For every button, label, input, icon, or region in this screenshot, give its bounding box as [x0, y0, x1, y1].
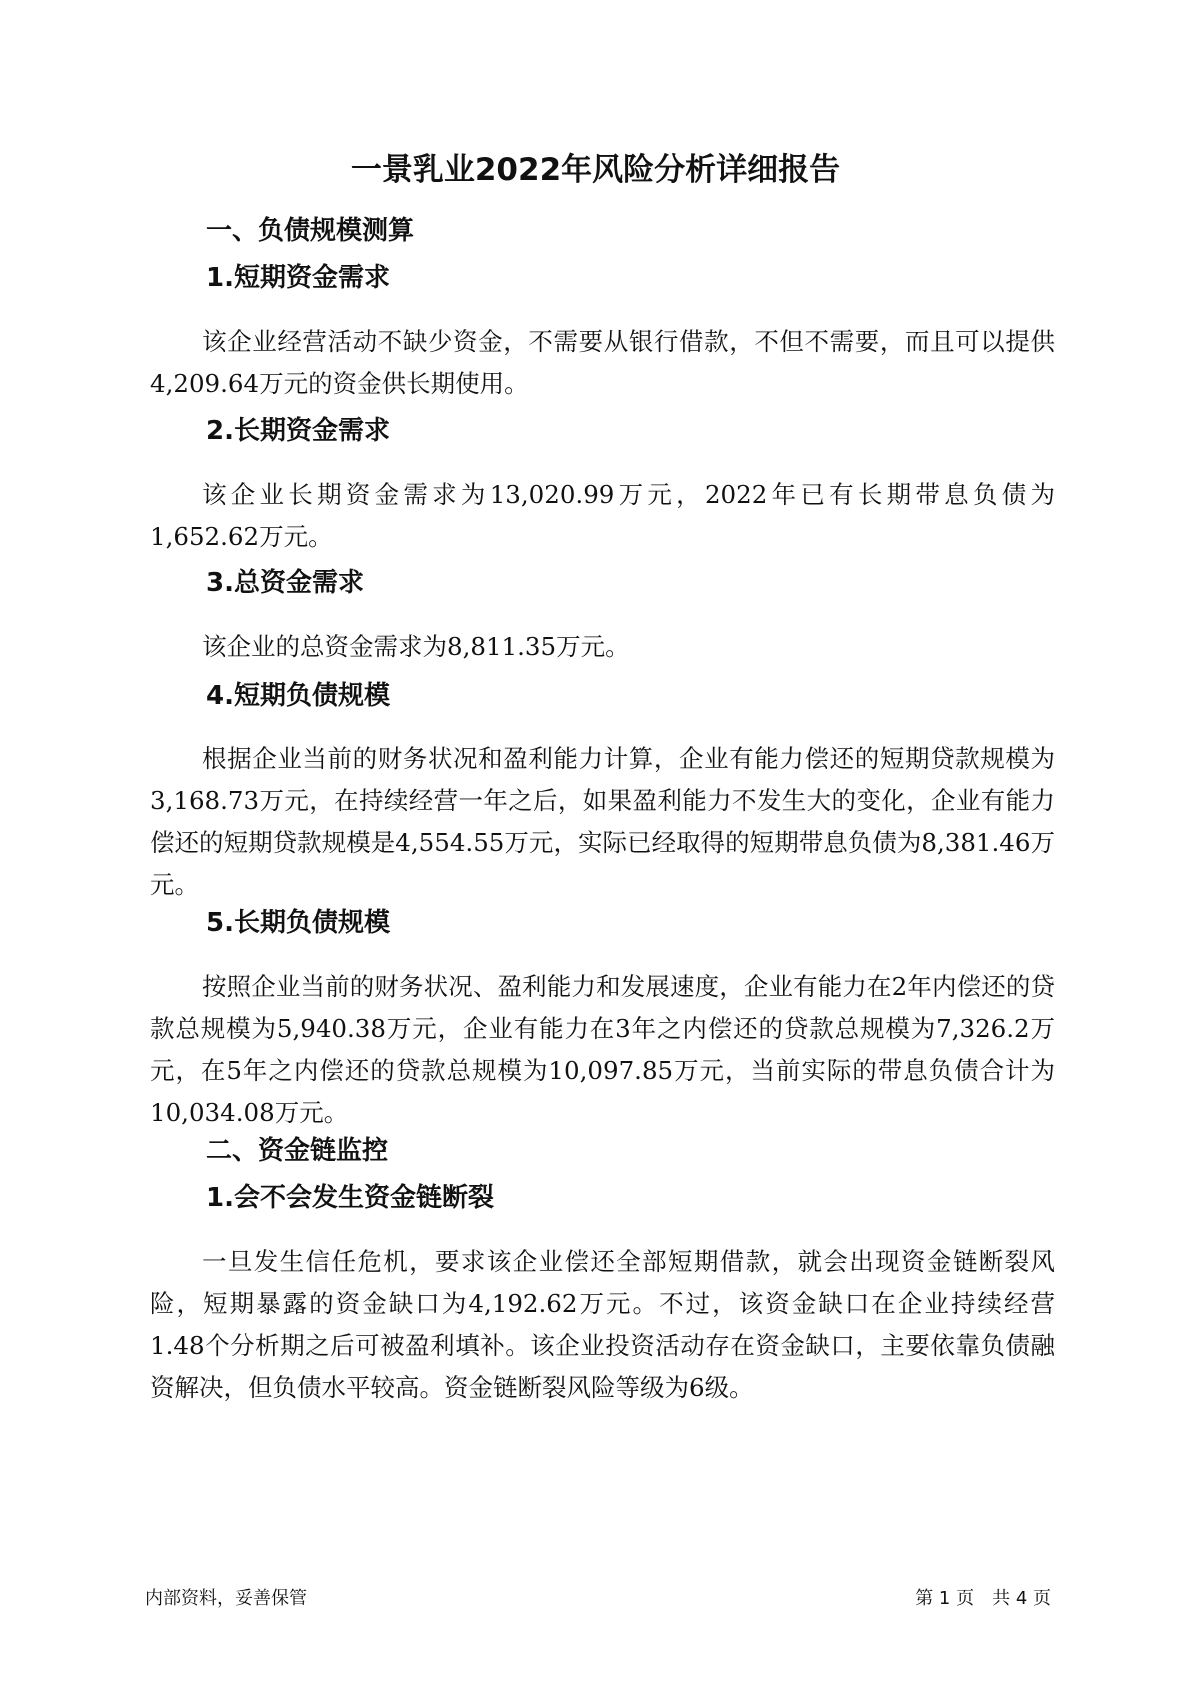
page-title: 一景乳业2022年风险分析详细报告 [350, 152, 841, 188]
paragraph: 根据企业当前的财务状况和盈利能力计算，企业有能力偿还的短期贷款规模为3,168.73万元，在持续经营一年之后，如果盈利能力不发生大的变化，企业有能力偿还的短期贷款规模是4,554.55万元，实际已经取得的短期带息负债为8,381.46万元。 [150, 744, 1055, 899]
paragraph: 该企业的总资金需求为8,811.35万元。 [202, 632, 630, 661]
paragraph: 按照企业当前的财务状况、盈利能力和发展速度，企业有能力在2年内偿还的贷款总规模为5,940.38万元，企业有能力在3年之内偿还的贷款总规模为7,326.2万元，在5年之内偿还的贷款总规模为10,097.85万元，当前实际的带息负债合计为10,034.08万元。 [150, 972, 1055, 1127]
paragraph: 该企业经营活动不缺少资金，不需要从银行借款，不但不需要，而且可以提供4,209.64万元的资金供长期使用。 [150, 327, 1055, 398]
subsection-heading: 1.短期资金需求 [206, 263, 390, 293]
subsection-heading: 3.总资金需求 [206, 568, 364, 598]
section-heading: 二、资金链监控 [206, 1136, 389, 1166]
section-heading: 一、负债规模测算 [206, 216, 415, 246]
subsection-heading: 5.长期负债规模 [206, 908, 390, 938]
paragraph: 一旦发生信任危机，要求该企业偿还全部短期借款，就会出现资金链断裂风险，短期暴露的资金缺口为4,192.62万元。不过，该资金缺口在企业持续经营 1.48个分析期之后可被盈利填补。该企业投资活动存在资金缺口，主要依靠负债融资解决，但负债水平较高。资金链断裂风险等级为6级。 [150, 1247, 1055, 1402]
subsection-heading: 2.长期资金需求 [206, 416, 390, 446]
footer-page-number: 第 1 页 共 4 页 [915, 1588, 1051, 1609]
paragraph: 该企业长期资金需求为13,020.99万元，2022年已有长期带息负债为1,652.62万元。 [150, 480, 1055, 551]
subsection-heading: 4.短期负债规模 [206, 681, 390, 711]
footer-confidential-note: 内部资料，妥善保管 [145, 1588, 307, 1609]
subsection-heading: 1.会不会发生资金链断裂 [206, 1183, 494, 1213]
